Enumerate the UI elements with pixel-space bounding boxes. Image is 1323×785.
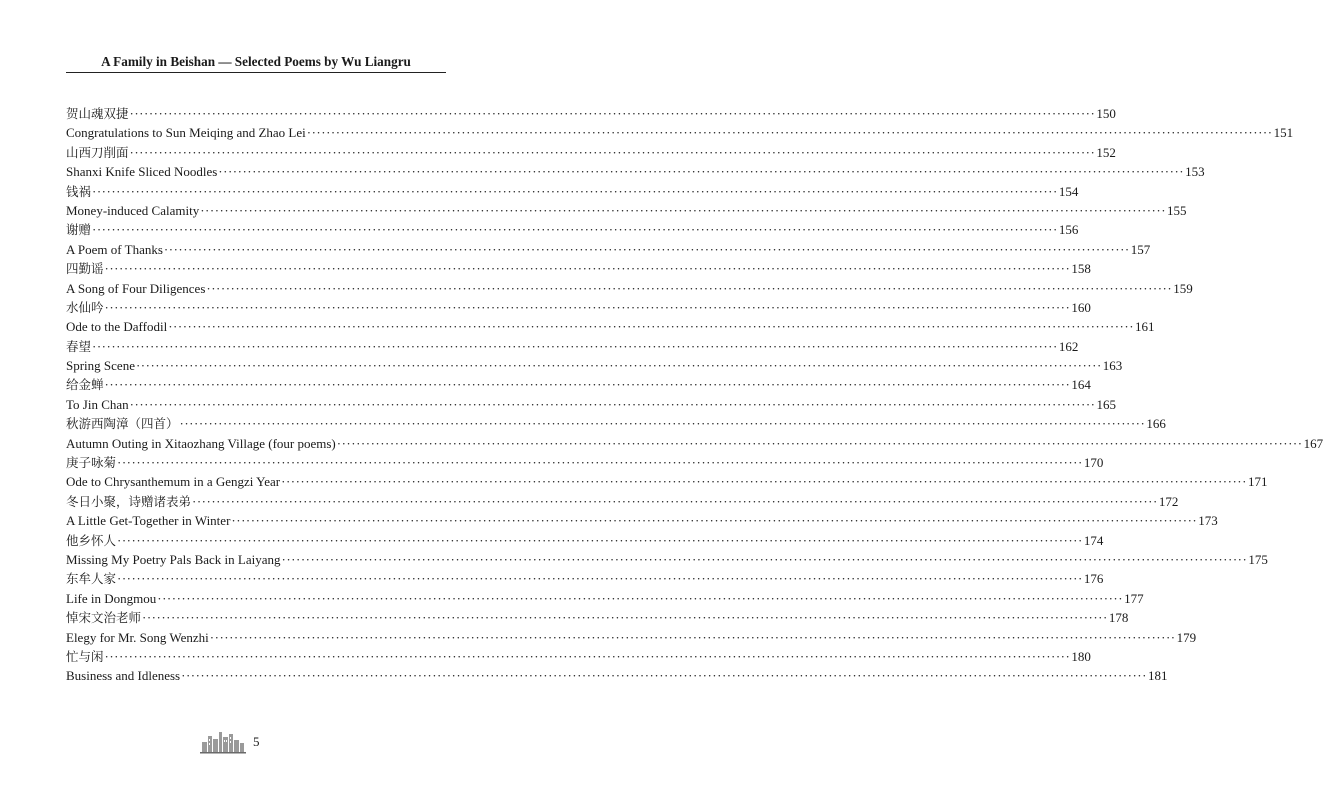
table-of-contents <box>66 104 1323 686</box>
toc-entry <box>66 317 1155 336</box>
toc-leader-dots: ········································································································································································································ <box>218 164 1185 180</box>
toc-entry-title: 春望 <box>66 338 92 354</box>
toc-entry-page: 181 <box>1147 668 1168 684</box>
toc-entry-title: 冬日小聚，诗赠诸表弟 <box>66 493 192 509</box>
toc-entry <box>66 240 1151 259</box>
toc-entry-page: 151 <box>1273 125 1294 141</box>
toc-leader-dots: ········································································································································································································ <box>142 610 1108 626</box>
toc-entry-title: 悼宋文治老师 <box>66 610 142 626</box>
toc-leader-dots: ········································································································································································································ <box>163 241 1130 257</box>
toc-leader-dots: ········································································································································································································ <box>281 551 1248 567</box>
toc-entry-page: 159 <box>1173 280 1193 296</box>
toc-entry <box>66 628 1197 647</box>
toc-entry-page: 174 <box>1083 532 1104 548</box>
toc-entry-title: Business and Idleness <box>66 668 181 684</box>
toc-leader-dots: ········································································································································································································ <box>92 183 1058 199</box>
toc-entry-title: 钱祸 <box>66 183 92 199</box>
toc-entry-title: Congratulations to Sun Meiqing and Zhao Lei <box>66 125 306 141</box>
toc-entry-page: 164 <box>1071 377 1091 393</box>
toc-entry <box>66 259 1091 278</box>
toc-entry <box>66 375 1091 394</box>
toc-entry-page: 180 <box>1071 648 1091 664</box>
toc-entry <box>66 143 1116 162</box>
toc-entry <box>66 220 1079 239</box>
toc-entry-page: 179 <box>1176 629 1197 645</box>
toc-entry-title: Life in Dongmou <box>66 590 157 606</box>
toc-entry <box>66 201 1187 220</box>
toc-leader-dots: ········································································································································································································ <box>179 416 1146 432</box>
toc-entry-page: 155 <box>1167 202 1187 218</box>
toc-entry-title: 谢赠 <box>66 222 92 238</box>
toc-entry-title: A Poem of Thanks <box>66 241 163 257</box>
toc-leader-dots: ········································································································································································································ <box>336 435 1303 451</box>
toc-leader-dots: ········································································································································································································ <box>306 125 1273 141</box>
toc-leader-dots: ········································································································································································································ <box>92 338 1058 354</box>
toc-entry-page: 156 <box>1058 222 1079 238</box>
toc-entry-page: 150 <box>1096 106 1116 121</box>
toc-entry <box>66 569 1104 588</box>
toc-entry <box>66 104 1116 123</box>
toc-leader-dots: ········································································································································································································ <box>181 668 1147 684</box>
toc-entry-page: 177 <box>1124 590 1144 606</box>
toc-leader-dots: ········································································································································································································ <box>104 261 1071 277</box>
toc-entry-title: 四勤谣 <box>66 261 104 277</box>
toc-entry-title: 他乡怀人 <box>66 532 117 548</box>
toc-entry-title: A Little Get-Together in Winter <box>66 513 231 529</box>
toc-leader-dots: ········································································································································································································ <box>157 590 1124 606</box>
toc-entry <box>66 608 1129 627</box>
toc-entry-title: 山西刀削面 <box>66 144 129 160</box>
toc-entry <box>66 337 1079 356</box>
toc-leader-dots: ········································································································································································································ <box>92 222 1058 238</box>
toc-leader-dots: ········································································································································································································ <box>135 358 1102 374</box>
toc-entry <box>66 395 1116 414</box>
toc-entry <box>66 162 1205 181</box>
toc-leader-dots: ········································································································································································································ <box>129 144 1096 160</box>
toc-entry-page: 165 <box>1096 396 1116 412</box>
toc-entry-page: 173 <box>1198 513 1218 529</box>
toc-entry <box>66 123 1294 142</box>
toc-entry-page: 153 <box>1185 164 1205 180</box>
toc-leader-dots: ········································································································································································································ <box>117 532 1083 548</box>
toc-entry-page: 167 <box>1303 435 1323 451</box>
toc-entry-title: 忙与闲 <box>66 648 104 664</box>
toc-entry-page: 163 <box>1102 358 1123 374</box>
header-rule <box>66 72 446 73</box>
toc-leader-dots: ········································································································································································································ <box>104 299 1071 315</box>
toc-leader-dots: ········································································································································································································ <box>117 455 1083 471</box>
toc-entry <box>66 666 1168 685</box>
toc-entry-page: 162 <box>1058 338 1079 354</box>
toc-entry-title: 东牟人家 <box>66 571 117 587</box>
toc-entry <box>66 298 1091 317</box>
toc-entry-title: Missing My Poetry Pals Back in Laiyang <box>66 551 281 567</box>
toc-entry-title: Autumn Outing in Xitaozhang Village (four poems) <box>66 435 336 451</box>
toc-entry-page: 176 <box>1083 571 1104 587</box>
toc-leader-dots: ········································································································································································································ <box>129 396 1096 412</box>
toc-entry-title: Money-induced Calamity <box>66 202 200 218</box>
toc-entry <box>66 279 1193 298</box>
toc-entry-page: 175 <box>1248 551 1268 567</box>
toc-leader-dots: ········································································································································································································ <box>168 319 1135 335</box>
toc-entry-title: Spring Scene <box>66 358 135 374</box>
page-number: 5 <box>253 734 260 749</box>
toc-entry-page: 160 <box>1071 299 1091 315</box>
toc-entry <box>66 647 1091 666</box>
toc-entry-page: 154 <box>1058 183 1079 199</box>
toc-entry-page: 158 <box>1071 261 1091 277</box>
toc-entry-page: 178 <box>1108 610 1129 626</box>
toc-entry-page: 166 <box>1146 416 1166 432</box>
toc-leader-dots: ········································································································································································································ <box>231 513 1198 529</box>
toc-entry <box>66 434 1323 453</box>
toc-entry-page: 152 <box>1096 144 1116 160</box>
toc-entry-page: 172 <box>1158 493 1179 509</box>
toc-leader-dots: ········································································································································································································ <box>281 474 1247 490</box>
toc-entry <box>66 492 1179 511</box>
toc-entry-title: To Jin Chan <box>66 396 129 412</box>
toc-entry-page: 157 <box>1130 241 1151 257</box>
city-skyline-icon <box>200 728 246 754</box>
toc-leader-dots: ········································································································································································································ <box>129 106 1096 121</box>
toc-entry <box>66 356 1123 375</box>
toc-entry-title: 给金蝉 <box>66 377 104 393</box>
toc-entry-title: A Song of Four Diligences <box>66 280 206 296</box>
toc-leader-dots: ········································································································································································································ <box>104 377 1071 393</box>
toc-entry-title: Ode to Chrysanthemum in a Gengzi Year <box>66 474 281 490</box>
toc-entry <box>66 453 1104 472</box>
toc-entry <box>66 531 1104 550</box>
toc-entry-title: Elegy for Mr. Song Wenzhi <box>66 629 209 645</box>
toc-leader-dots: ········································································································································································································ <box>117 571 1083 587</box>
toc-leader-dots: ········································································································································································································ <box>200 202 1167 218</box>
toc-entry-title: 水仙吟 <box>66 299 104 315</box>
toc-entry <box>66 414 1166 433</box>
toc-entry-page: 171 <box>1247 474 1268 490</box>
toc-entry <box>66 550 1268 569</box>
toc-entry-title: Shanxi Knife Sliced Noodles <box>66 164 218 180</box>
toc-entry-title: 贺山魂双捷 <box>66 106 129 121</box>
running-header: A Family in Beishan — Selected Poems by Wu Liangru <box>101 54 411 69</box>
toc-entry-page: 161 <box>1135 319 1155 335</box>
toc-entry-title: Ode to the Daffodil <box>66 319 168 335</box>
toc-entry <box>66 589 1144 608</box>
toc-entry-title: 庚子咏菊 <box>66 455 117 471</box>
toc-entry <box>66 511 1218 530</box>
toc-leader-dots: ········································································································································································································ <box>104 648 1071 664</box>
toc-entry <box>66 182 1079 201</box>
toc-leader-dots: ········································································································································································································ <box>192 493 1158 509</box>
toc-entry-page: 170 <box>1083 455 1104 471</box>
toc-entry <box>66 472 1268 491</box>
toc-entry-title: 秋游西陶漳（四首） <box>66 416 179 432</box>
toc-leader-dots: ········································································································································································································ <box>206 280 1173 296</box>
toc-leader-dots: ········································································································································································································ <box>209 629 1176 645</box>
